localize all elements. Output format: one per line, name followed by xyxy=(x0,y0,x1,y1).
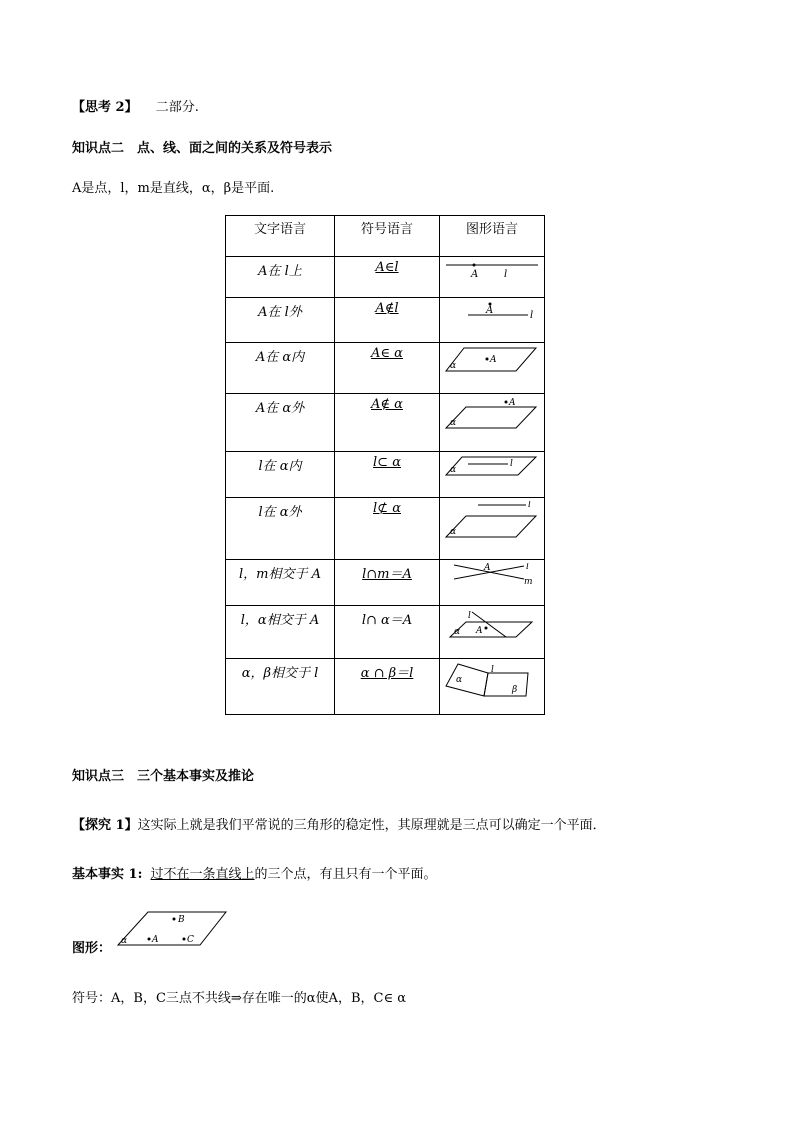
svg-text:l: l xyxy=(528,501,531,510)
svg-text:A: A xyxy=(152,935,159,945)
svg-text:l: l xyxy=(491,665,494,675)
svg-text:l: l xyxy=(526,563,529,572)
svg-text:α: α xyxy=(121,936,128,946)
table-row xyxy=(226,452,545,498)
row-symbol: l∩m＝A xyxy=(335,560,440,606)
header-text-language: 文字语言 xyxy=(226,216,335,257)
line-in-plane-figure xyxy=(444,455,540,477)
svg-text:C: C xyxy=(187,935,194,945)
relation-table xyxy=(225,215,545,715)
row-text: l，m相交于 A xyxy=(226,560,335,606)
symbolic-statement: 符号：A，B，C三点不共线⇒存在唯一的α使A，B，C∈ α xyxy=(72,991,406,1006)
svg-text:A: A xyxy=(490,355,497,365)
row-text: A在 l外 xyxy=(226,298,335,343)
table-row xyxy=(226,606,545,659)
row-symbol: A∈ α xyxy=(335,343,440,394)
explore-1-text: 这实际上就是我们平常说的三角形的稳定性，其原理就是三点可以确定一个平面． xyxy=(137,818,606,833)
intersecting-planes-figure xyxy=(444,662,540,700)
intro-text: A是点，l，m是直线，α，β是平面. xyxy=(72,181,275,196)
svg-text:α: α xyxy=(450,361,457,371)
basic-fact-1-pre: 过 xyxy=(150,867,164,882)
table-row xyxy=(226,659,545,715)
svg-text:A: A xyxy=(476,626,483,636)
svg-text:α: α xyxy=(450,418,457,428)
point-in-plane-figure xyxy=(444,346,540,374)
table-row xyxy=(226,343,545,394)
svg-text:B: B xyxy=(178,915,185,925)
row-text: l在 α内 xyxy=(226,452,335,498)
table-row xyxy=(226,257,545,298)
row-text: A在 α内 xyxy=(226,343,335,394)
svg-text:A: A xyxy=(486,305,494,316)
knowledge-point-2-title: 知识点二 点、线、面之间的关系及符号表示 xyxy=(72,141,333,156)
think-2-text: 二部分. xyxy=(155,100,199,115)
row-figure xyxy=(440,659,545,715)
svg-text:l: l xyxy=(530,310,534,321)
row-text: l在 α外 xyxy=(226,498,335,560)
row-symbol: A∉l xyxy=(335,298,440,343)
row-symbol: A∈l xyxy=(335,257,440,298)
basic-fact-1-post: 的三个点，有且只有一个平面。 xyxy=(254,867,437,882)
svg-text:β: β xyxy=(512,685,518,695)
table-row xyxy=(226,560,545,606)
row-figure xyxy=(440,257,545,298)
svg-text:l: l xyxy=(468,611,471,621)
row-figure xyxy=(440,498,545,560)
row-figure xyxy=(440,560,545,606)
point-outside-plane-figure xyxy=(444,397,540,431)
line-outside-plane-figure xyxy=(444,501,540,541)
row-figure xyxy=(440,298,545,343)
svg-text:α: α xyxy=(450,527,457,537)
basic-fact-1-underlined: 不在一条直线上 xyxy=(163,867,255,882)
row-text: A在 α外 xyxy=(226,394,335,452)
header-figure-language: 图形语言 xyxy=(440,216,545,257)
think-2 xyxy=(72,96,199,115)
table-header-row xyxy=(226,216,545,257)
row-text: A在 l上 xyxy=(226,257,335,298)
svg-text:α: α xyxy=(456,675,463,685)
table-row xyxy=(226,498,545,560)
intersecting-lines-figure xyxy=(444,563,540,585)
svg-text:α: α xyxy=(450,465,457,475)
row-figure xyxy=(440,606,545,659)
svg-text:A: A xyxy=(471,269,479,280)
row-figure xyxy=(440,452,545,498)
row-symbol: l⊄ α xyxy=(335,498,440,560)
table-row xyxy=(226,298,545,343)
explore-1-tag: 【探究 1】 xyxy=(72,818,138,833)
row-figure xyxy=(440,343,545,394)
svg-text:l: l xyxy=(504,269,508,280)
svg-text:α: α xyxy=(454,627,461,637)
svg-text:l: l xyxy=(510,459,513,469)
three-points-plane-figure xyxy=(116,910,228,948)
table-row xyxy=(226,394,545,452)
think-2-tag: 【思考 2】 xyxy=(72,100,138,115)
svg-text:A: A xyxy=(484,563,491,573)
svg-text:A: A xyxy=(509,398,516,408)
row-symbol: A∉ α xyxy=(335,394,440,452)
knowledge-point-3-title: 知识点三 三个基本事实及推论 xyxy=(72,769,255,784)
point-on-line-figure xyxy=(444,260,540,280)
row-figure xyxy=(440,394,545,452)
line-intersects-plane-figure xyxy=(444,609,540,639)
header-symbol-language: 符号语言 xyxy=(335,216,440,257)
row-text: l，α相交于 A xyxy=(226,606,335,659)
row-symbol: l∩ α＝A xyxy=(335,606,440,659)
explore-1 xyxy=(72,814,606,833)
row-symbol: l⊂ α xyxy=(335,452,440,498)
row-text: α，β相交于 l xyxy=(226,659,335,715)
svg-text:m: m xyxy=(524,577,533,585)
basic-fact-1-tag: 基本事实 1: xyxy=(72,867,143,882)
row-symbol: α ∩ β＝l xyxy=(335,659,440,715)
figure-label: 图形： xyxy=(72,941,112,956)
basic-fact-1 xyxy=(72,863,437,882)
point-off-line-figure xyxy=(444,301,540,323)
